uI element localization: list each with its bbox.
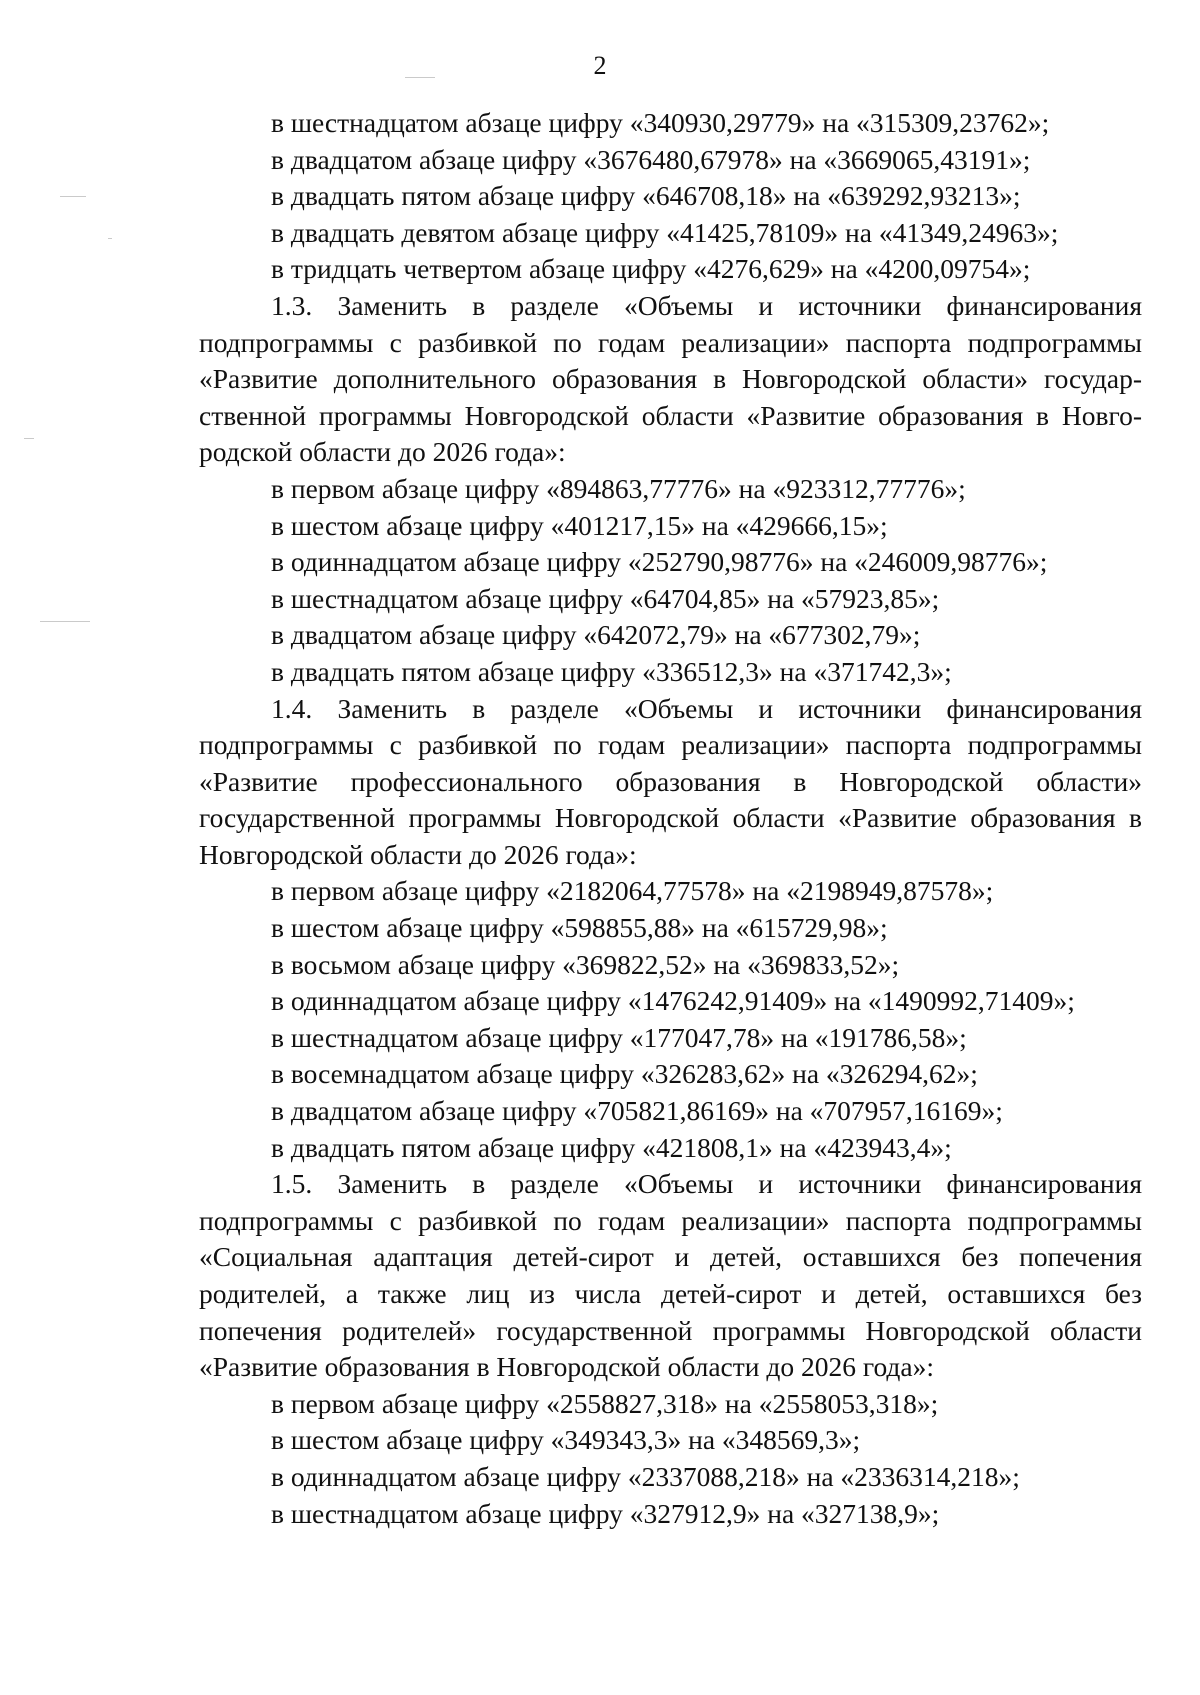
scan-speck <box>24 438 34 439</box>
list-item: в двадцатом абзаце цифру «705821,86169» на «707957,16169»; <box>271 1095 1003 1127</box>
section-1-3-paragraph-line: подпрограммы с разбивкой по годам реализации» паспорта подпрограммы <box>199 326 1142 358</box>
section-1-5-paragraph-line: попечения родителей» государственной программы Новгородской области <box>199 1314 1142 1346</box>
list-item: в шестнадцатом абзаце цифру «340930,29779» на «315309,23762»; <box>271 107 1050 138</box>
list-item: в первом абзаце цифру «2182064,77578» на «2198949,87578»; <box>271 875 994 907</box>
list-item: в двадцатом абзаце цифру «3676480,67978» на «3669065,43191»; <box>271 143 1031 175</box>
section-1-5-paragraph-line: родителей, а также лиц из числа детей-сирот и детей, оставшихся без <box>199 1278 1142 1309</box>
list-item: в шестнадцатом абзаце цифру «64704,85» на «57923,85»; <box>271 582 940 614</box>
section-1-4-paragraph-line: «Развитие профессионального образования в Новгородской области» <box>199 765 1142 797</box>
section-1-4-paragraph-line: Новгородской области до 2026 года»: <box>199 838 637 870</box>
list-item: в одиннадцатом абзаце цифру «2337088,218» на «2336314,218»; <box>271 1460 1020 1492</box>
scan-speck <box>60 196 86 197</box>
section-1-4-paragraph-line: 1.4. Заменить в разделе «Объемы и источники финансирования <box>271 692 1142 724</box>
list-item: в первом абзаце цифру «2558827,318» на «2558053,318»; <box>271 1387 939 1419</box>
list-item: в восемнадцатом абзаце цифру «326283,62» на «326294,62»; <box>271 1058 978 1090</box>
list-item: в одиннадцатом абзаце цифру «1476242,91409» на «1490992,71409»; <box>271 985 1075 1017</box>
list-item: в двадцатом абзаце цифру «642072,79» на «677302,79»; <box>271 619 921 651</box>
list-item: в двадцать пятом абзаце цифру «336512,3» на «371742,3»; <box>271 655 952 687</box>
section-1-5-paragraph-line: подпрограммы с разбивкой по годам реализации» паспорта подпрограммы <box>199 1204 1142 1236</box>
section-1-3-paragraph-line: ственной программы Новгородской области «Развитие образования в Новго- <box>199 399 1142 431</box>
list-item: в первом абзаце цифру «894863,77776» на «923312,77776»; <box>271 472 966 504</box>
list-item: в одиннадцатом абзаце цифру «252790,98776» на «246009,98776»; <box>271 546 1048 578</box>
list-item: в шестом абзаце цифру «349343,3» на «348569,3»; <box>271 1424 861 1456</box>
section-1-3-paragraph-line: родской области до 2026 года»: <box>199 436 566 468</box>
section-1-5-paragraph-line: 1.5. Заменить в разделе «Объемы и источники финансирования <box>271 1168 1142 1200</box>
list-item: в двадцать девятом абзаце цифру «41425,78109» на «41349,24963»; <box>271 216 1059 248</box>
list-item: в шестом абзаце цифру «598855,88» на «615729,98»; <box>271 912 888 944</box>
list-item: в шестнадцатом абзаце цифру «177047,78» на «191786,58»; <box>271 1021 967 1053</box>
page-number: 2 <box>593 51 607 80</box>
section-1-4-paragraph-line: подпрограммы с разбивкой по годам реализации» паспорта подпрограммы <box>199 729 1142 761</box>
section-1-4-paragraph-line: государственной программы Новгородской области «Развитие образования в <box>199 802 1142 834</box>
list-item: в тридцать четвертом абзаце цифру «4276,629» на «4200,09754»; <box>271 253 1031 285</box>
list-item: в шестом абзаце цифру «401217,15» на «429666,15»; <box>271 509 888 541</box>
list-item: в двадцать пятом абзаце цифру «646708,18» на «639292,93213»; <box>271 180 1021 212</box>
section-1-3-paragraph-line: 1.3. Заменить в разделе «Объемы и источники финансирования <box>271 289 1142 321</box>
scan-speck <box>405 77 435 78</box>
scan-speck <box>40 621 90 622</box>
list-item: в двадцать пятом абзаце цифру «421808,1» на «423943,4»; <box>271 1131 952 1163</box>
section-1-5-paragraph-line: «Развитие образования в Новгородской области до 2026 года»: <box>199 1351 935 1383</box>
document-body <box>199 105 1142 1532</box>
list-item: в шестнадцатом абзаце цифру «327912,9» на «327138,9»; <box>271 1497 940 1529</box>
list-item: в восьмом абзаце цифру «369822,52» на «369833,52»; <box>271 948 900 980</box>
scan-speck <box>108 238 112 239</box>
section-1-3-paragraph-line: «Развитие дополнительного образования в Новгородской области» государ- <box>199 363 1142 395</box>
section-1-5-paragraph-line: «Социальная адаптация детей-сирот и детей, оставшихся без попечения <box>199 1241 1142 1273</box>
